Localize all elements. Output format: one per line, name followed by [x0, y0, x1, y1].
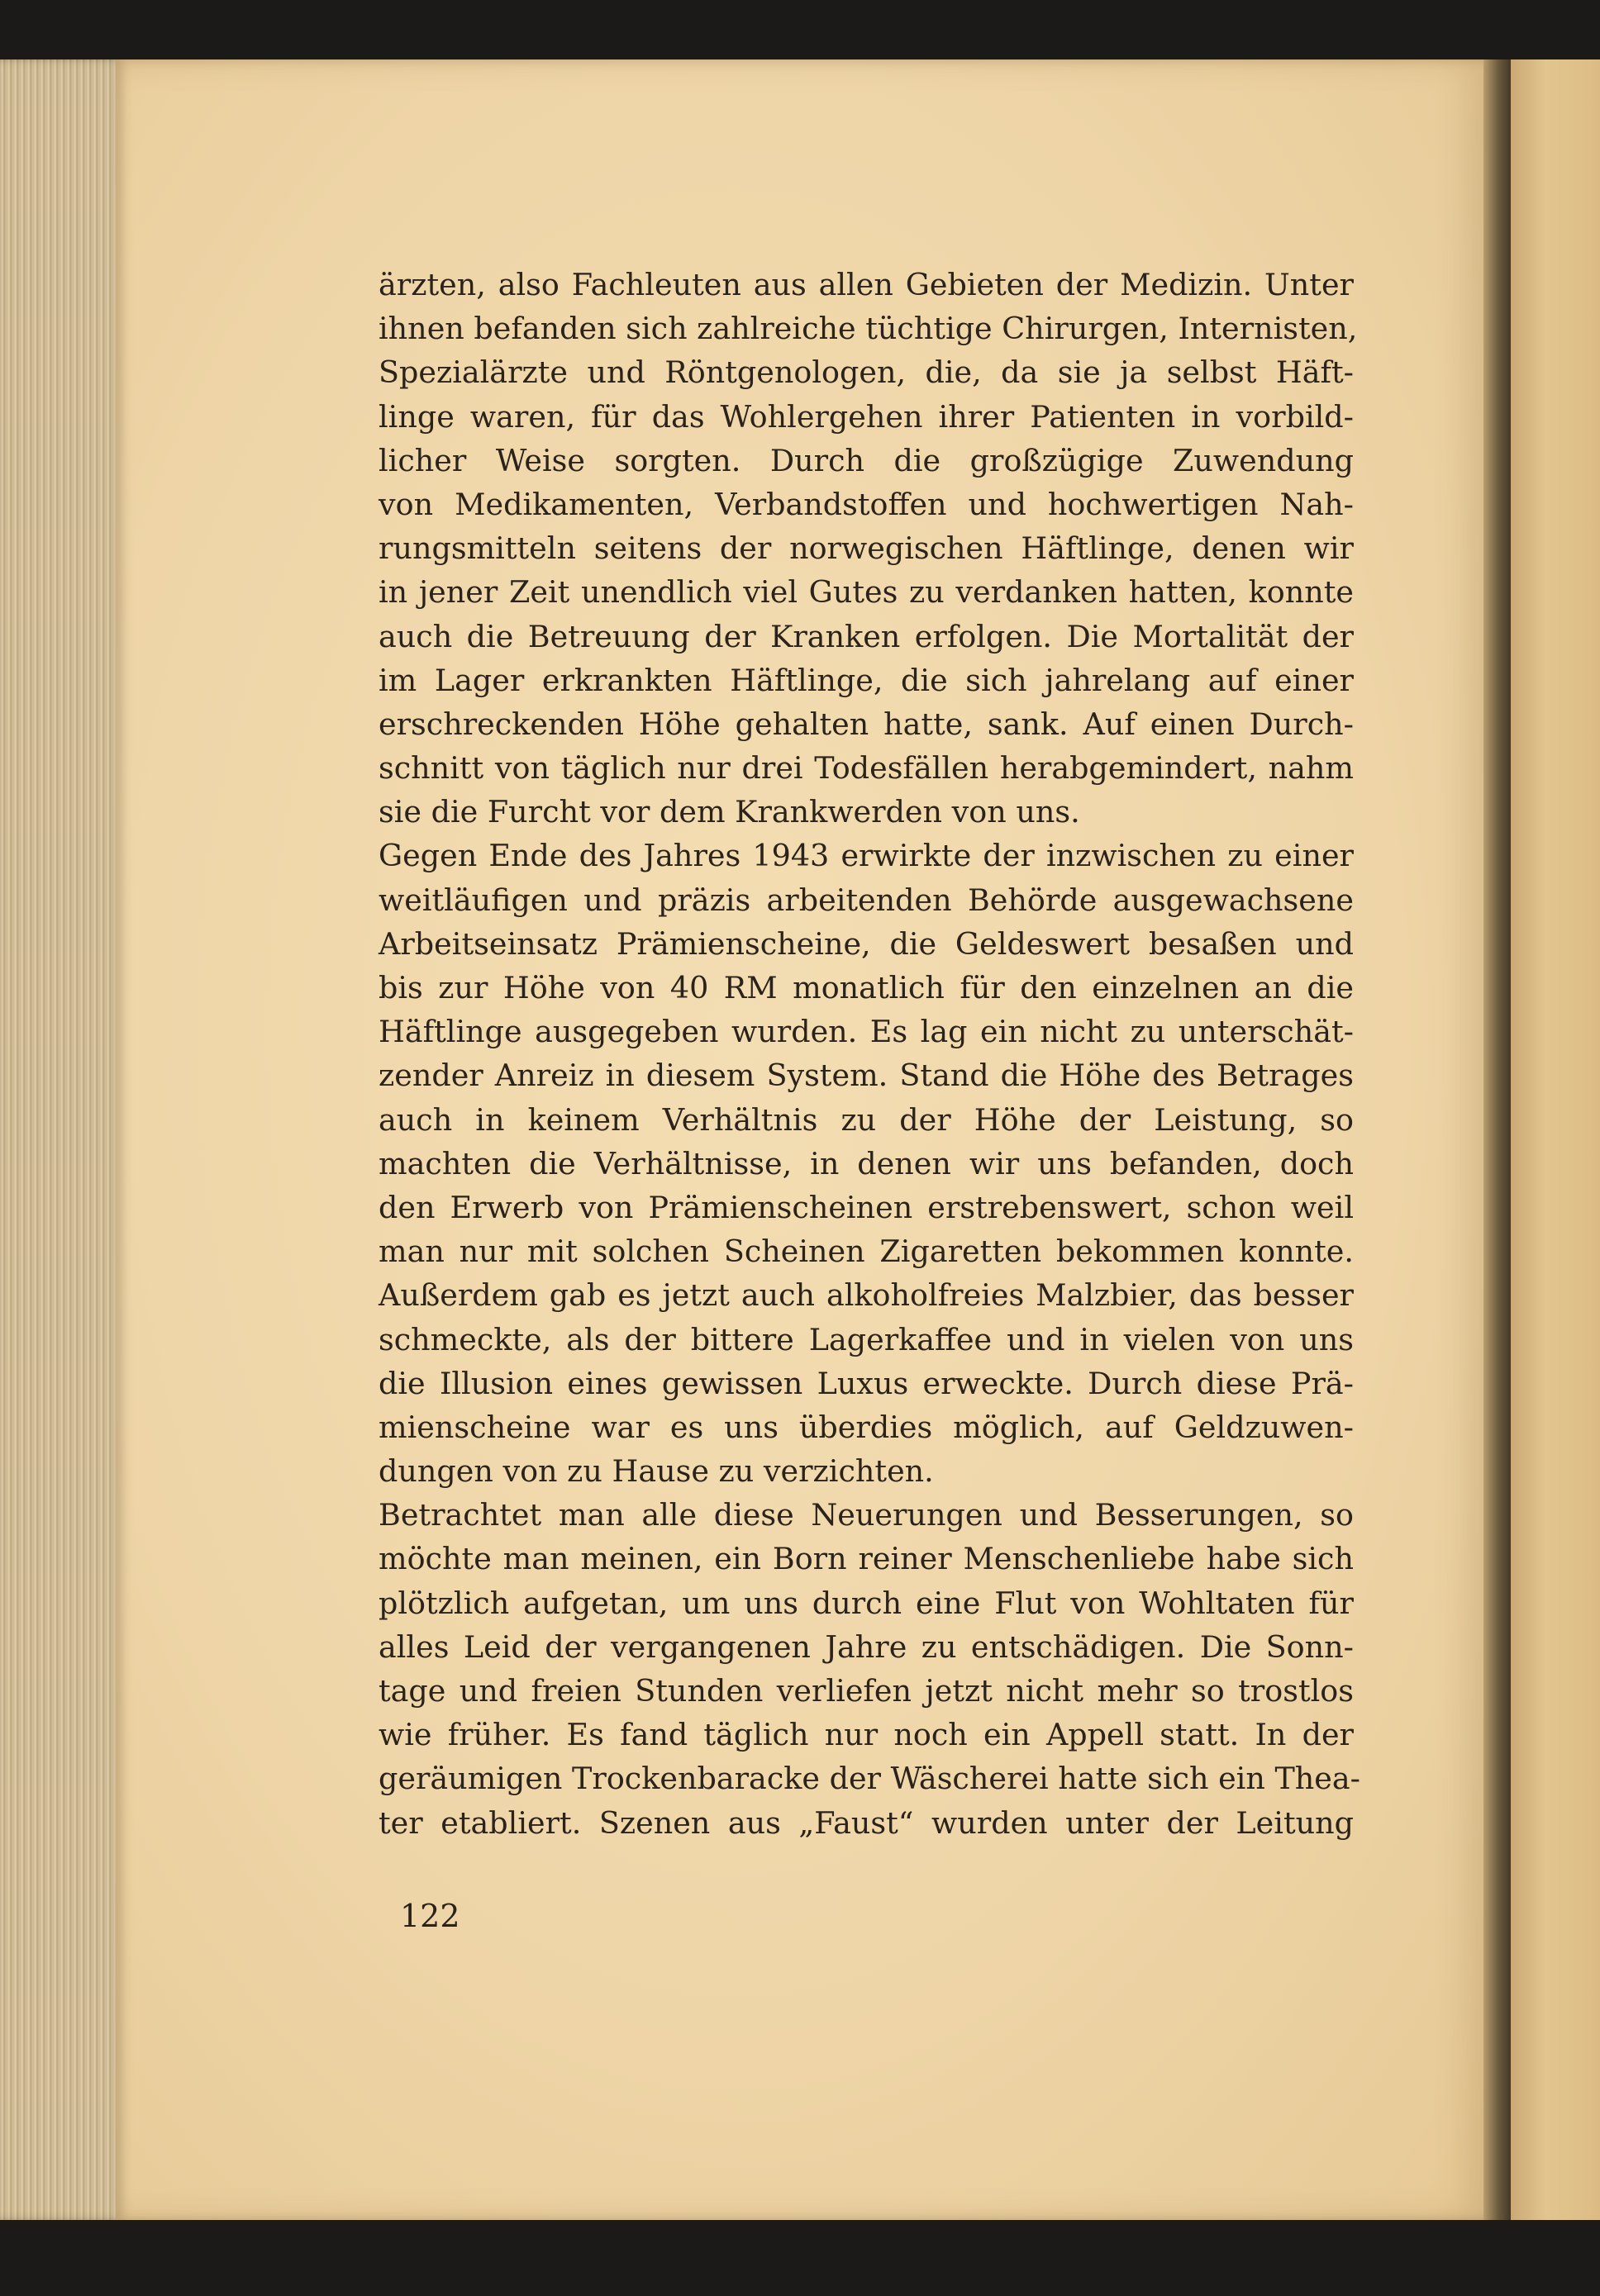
text-line: dungen von zu Hause zu verzichten.: [379, 1453, 934, 1490]
text-line: erschreckenden Höhe gehalten hatte, sank. Auf einen Durch-: [379, 706, 1354, 742]
text-line: alles Leid der vergangenen Jahre zu entschädigen. Die Sonn-: [379, 1628, 1354, 1665]
text-line: mienscheine war es uns überdies möglich, auf Geldzuwen-: [379, 1409, 1354, 1445]
text-line: Arbeitseinsatz Prämienscheine, die Geldeswert besaßen und: [379, 925, 1354, 962]
text-line: man nur mit solchen Scheinen Zigaretten bekommen konnte.: [379, 1234, 1354, 1270]
text-line: den Erwerb von Prämienscheinen erstrebenswert, schon weil: [379, 1189, 1354, 1225]
text-line: ihnen befanden sich zahlreiche tüchtige Chirurgen, Internisten,: [379, 311, 1358, 347]
book-gutter: [1483, 59, 1513, 2220]
text-line: schnitt von täglich nur drei Todesfällen herabgemindert, nahm: [379, 750, 1354, 787]
text-line: bis zur Höhe von 40 RM monatlich für den einzelnen an die: [379, 970, 1354, 1005]
text-line: Betrachtet man alle diese Neuerungen und Besserungen, so: [379, 1497, 1354, 1533]
text-line: zender Anreiz in diesem System. Stand die Höhe des Betrages: [379, 1058, 1354, 1094]
text-line: sie die Furcht vor dem Krankwerden von uns.: [379, 794, 1080, 830]
text-line: tage und freien Stunden verliefen jetzt nicht mehr so trostlos: [379, 1673, 1354, 1709]
text-line: Gegen Ende des Jahres 1943 erwirkte der inzwischen zu einer: [379, 838, 1354, 874]
text-line: ter etabliert. Szenen aus „Faust“ wurden unter der Leitung: [379, 1804, 1354, 1841]
body-text: [379, 263, 1360, 1845]
text-line: rungsmitteln seitens der norwegischen Häftlinge, denen wir: [379, 530, 1354, 567]
text-line: auch die Betreuung der Kranken erfolgen. Die Mortalität der: [379, 618, 1354, 654]
text-line: Außerdem gab es jetzt auch alkoholfreies Malzbier, das besser: [379, 1277, 1354, 1314]
text-line: im Lager erkrankten Häftlinge, die sich jahrelang auf einer: [379, 662, 1354, 698]
text-line: auch in keinem Verhältnis zu der Höhe der Leistung, so: [379, 1101, 1354, 1138]
text-line: in jener Zeit unendlich viel Gutes zu verdanken hatten, konnte: [379, 574, 1354, 611]
text-line: von Medikamenten, Verbandstoffen und hochwertigen Nah-: [379, 486, 1354, 522]
text-line: Häftlinge ausgegeben wurden. Es lag ein nicht zu unterschät-: [379, 1014, 1354, 1050]
page-edges: [0, 59, 124, 2220]
text-line: plötzlich aufgetan, um uns durch eine Flut von Wohltaten für: [379, 1585, 1354, 1621]
text-line: ärzten, also Fachleuten aus allen Gebieten der Medizin. Unter: [379, 267, 1354, 302]
text-line: möchte man meinen, ein Born reiner Menschenliebe habe sich: [379, 1541, 1354, 1577]
text-line: licher Weise sorgten. Durch die großzügige Zuwendung: [379, 442, 1354, 478]
page-number: 122: [400, 1898, 460, 1934]
text-line: geräumigen Trockenbaracke der Wäscherei hatte sich ein Thea-: [379, 1761, 1360, 1797]
text-line: machten die Verhältnisse, in denen wir uns befanden, doch: [379, 1145, 1354, 1181]
text-line: linge waren, für das Wohlergehen ihrer Patienten in vorbild-: [379, 398, 1354, 435]
facing-page-edge: [1511, 59, 1600, 2220]
text-line: Spezialärzte und Röntgenologen, die, da sie ja selbst Häft-: [379, 354, 1354, 391]
text-line: die Illusion eines gewissen Luxus erweckte. Durch diese Prä-: [379, 1365, 1354, 1401]
text-line: weitläufigen und präzis arbeitenden Behörde ausgewachsene: [379, 882, 1354, 918]
text-line: schmeckte, als der bittere Lagerkaffee und in vielen von uns: [379, 1321, 1354, 1357]
text-line: wie früher. Es fand täglich nur noch ein Appell statt. In der: [379, 1717, 1354, 1753]
